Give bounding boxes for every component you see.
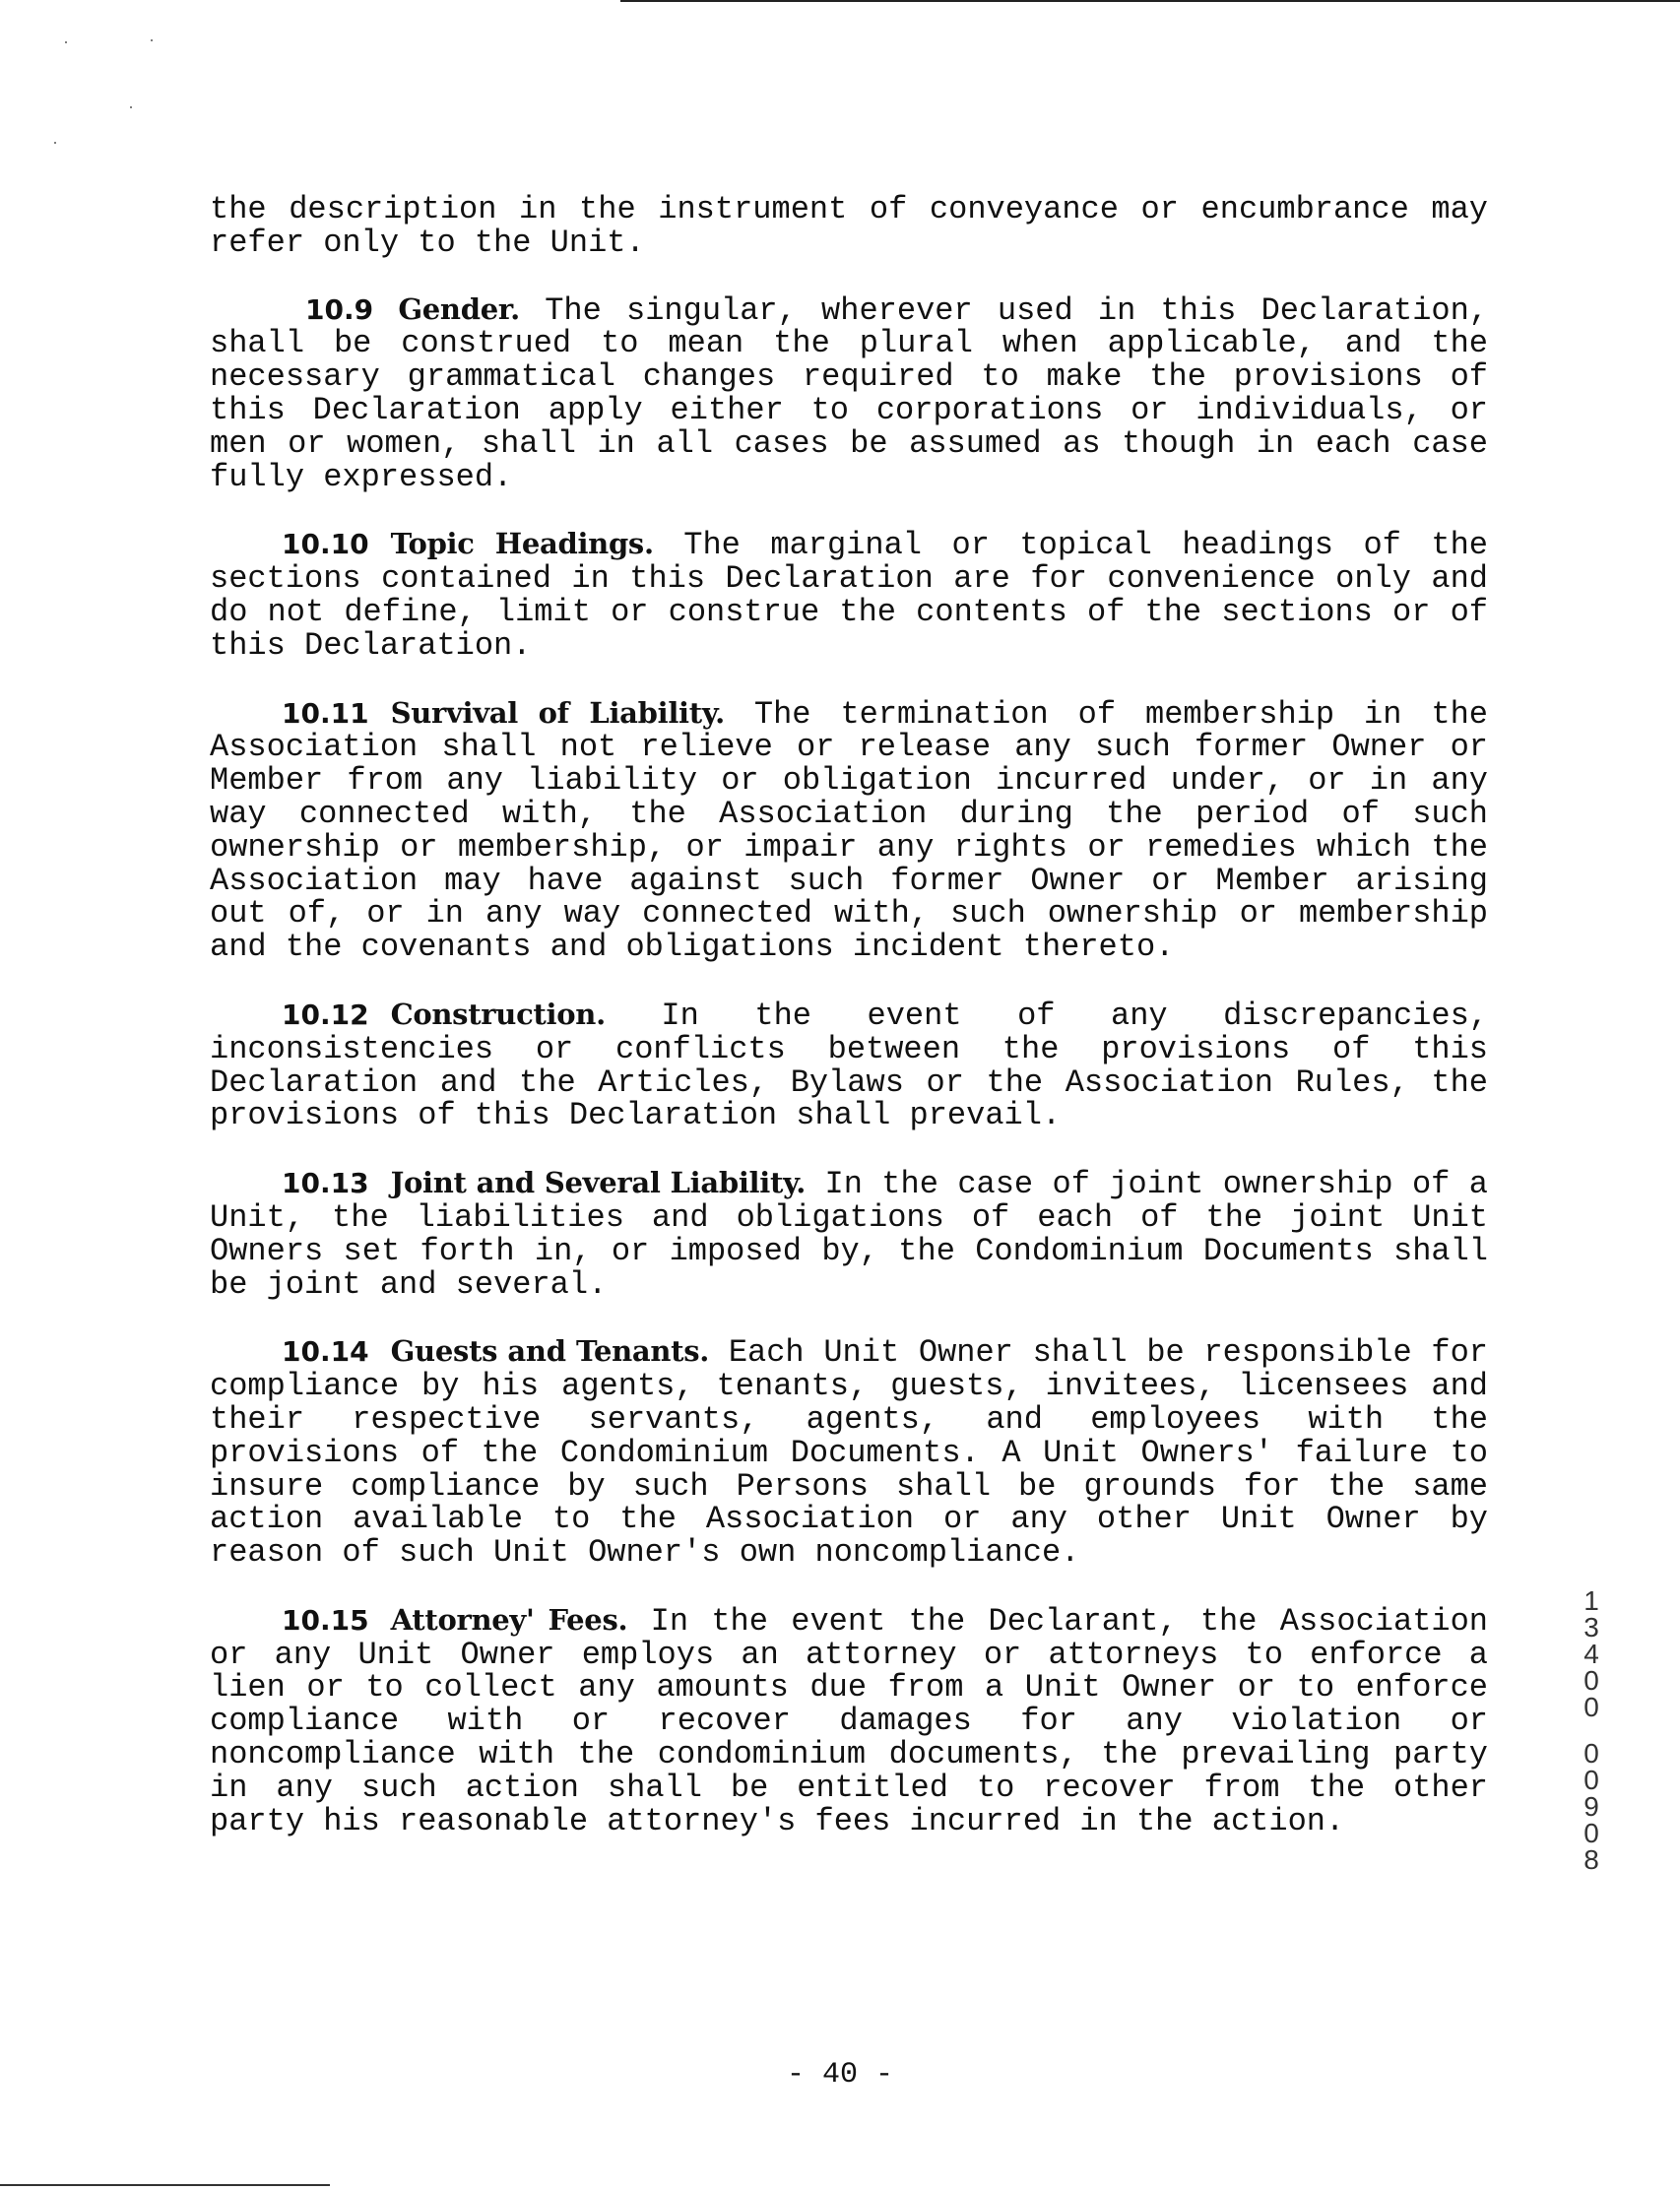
opening-paragraph — [210, 193, 1488, 260]
section-heading: Gender. — [398, 291, 520, 326]
recording-stamp-char — [1577, 1720, 1606, 1740]
section-heading: Topic Headings. — [390, 527, 654, 561]
recording-stamp-char: 8 — [1583, 1844, 1599, 1875]
section-10-9 — [210, 293, 1488, 494]
section-body: The marginal or topical headings of the sections contained in this Declaration are for convenience only and do not define, limit or construe the contents of the sections or of this Declaration. — [210, 527, 1489, 664]
section-heading: Guests and Tenants. — [390, 1334, 710, 1369]
section-10-12 — [210, 999, 1488, 1132]
opening-text: the description in the instrument of conveyance or encumbrance may refer only to the Unit. — [210, 191, 1488, 261]
recording-stamp-char: 4 — [1583, 1639, 1599, 1669]
section-number: 10.9 — [305, 292, 374, 326]
scan-speck — [65, 41, 67, 43]
page-number: - 40 - — [786, 2058, 894, 2092]
recording-stamp-char: 1 — [1583, 1585, 1599, 1616]
recording-stamp — [1577, 1587, 1606, 1873]
scan-speck — [130, 106, 132, 108]
document-body — [210, 193, 1488, 1872]
recording-stamp-char: 3 — [1583, 1612, 1599, 1643]
section-10-14 — [210, 1335, 1488, 1570]
section-number: 10.13 — [282, 1167, 369, 1200]
section-body: In the case of joint ownership of a Unit, the liabilities and obligations of each of the joint Unit Owners set forth in, or imposed by, the Condominium Documents shall be joint and several. — [210, 1166, 1488, 1303]
section-10-10 — [210, 528, 1488, 662]
section-body: In the event of any discrepancies, inconsistencies or conflicts between the provisions of this Declaration and the Articles, Bylaws or the Association Rules, the provisions of this Declaration shall prevail. — [210, 997, 1489, 1134]
scan-edge-top — [620, 0, 1680, 2]
scan-speck — [54, 142, 56, 144]
section-body: Each Unit Owner shall be responsible for compliance by his agents, tenants, guests, invitees, licensees and their respective servants, agents, and employees with the provisions of the Condominium Documents. A Unit Owners' failure to insure compliance by such Persons shall be grounds for the same action available to the Association or any other Unit Owner by reason of such Unit Owner's own noncompliance. — [210, 1334, 1489, 1572]
section-10-11 — [210, 697, 1488, 964]
section-10-13 — [210, 1167, 1488, 1301]
recording-stamp-char: 9 — [1583, 1791, 1599, 1822]
section-heading: Joint and Several Liability. — [390, 1166, 807, 1200]
section-number: 10.10 — [282, 528, 369, 561]
section-body: In the event the Declarant, the Association or any Unit Owner employs an attorney or attorneys to enforce a lien or to collect any amounts due from a Unit Owner or to enforce compliance with or recover damages for any violation or noncompliance with the condominium documents, the prevailing party in any such action shall be entitled to recover from the other party his reasonable attorney's fees incurred in the action. — [210, 1602, 1489, 1839]
section-number: 10.14 — [282, 1335, 369, 1369]
section-heading: Survival of Liability. — [390, 695, 725, 730]
recording-stamp-char: 0 — [1583, 1692, 1599, 1722]
recording-stamp-char: 0 — [1583, 1665, 1599, 1696]
section-number: 10.15 — [282, 1603, 369, 1637]
recording-stamp-char: 0 — [1583, 1738, 1599, 1769]
section-10-15 — [210, 1604, 1488, 1838]
section-number: 10.11 — [282, 696, 369, 730]
scan-speck — [151, 39, 153, 41]
recording-stamp-char: 0 — [1583, 1818, 1599, 1848]
scan-edge-bottom — [0, 2184, 330, 2186]
section-heading: Construction. — [390, 997, 606, 1031]
section-number: 10.12 — [282, 998, 369, 1031]
section-body: The singular, wherever used in this Declaration, shall be construed to mean the plural when applicable, and the necessary grammatical changes required to make the provisions of this Declaration apply either to corporations or individuals, or men or women, shall in all cases be assumed as though in each case fully expressed. — [210, 291, 1489, 495]
recording-stamp-char: 0 — [1583, 1765, 1599, 1795]
section-heading: Attorney' Fees. — [390, 1602, 628, 1637]
section-body: The termination of membership in the Association shall not relieve or release any such former Owner or Member from any liability or obligation incurred under, or in any way connected with, the Association during the period of such ownership or membership, or impair any rights or remedies which the Association may have against such former Owner or Member arising out of, or in any way connected with, such ownership or membership and the covenants and obligations incident thereto. — [210, 695, 1488, 966]
